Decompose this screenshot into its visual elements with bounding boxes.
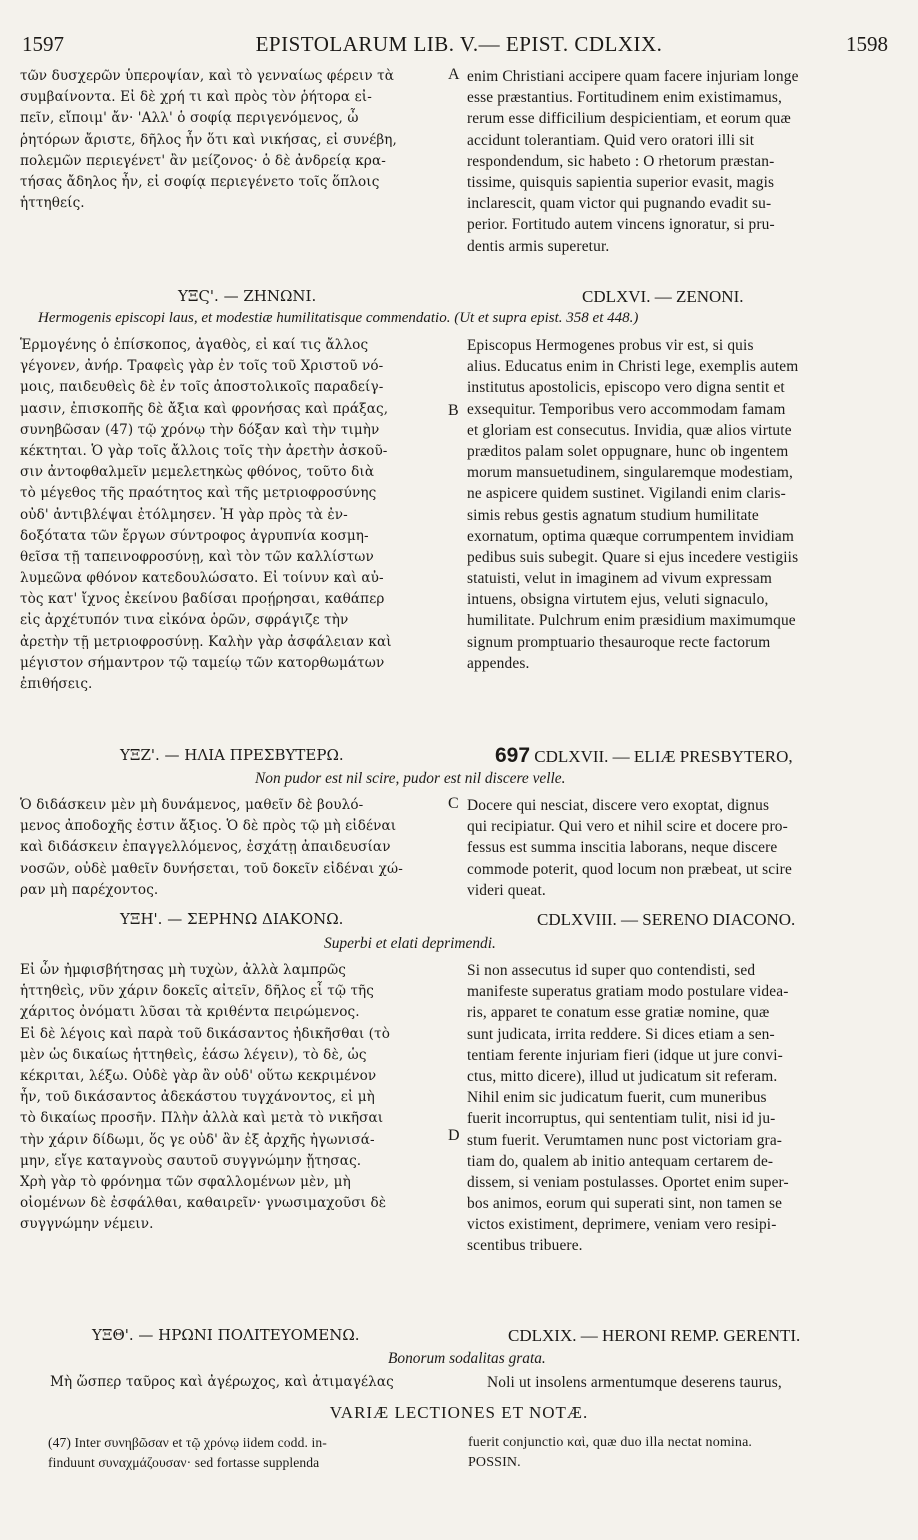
greek-line: ῥητόρων ἄριστε, δῆλος ἦν ὅτι καὶ νικήσας, εἰ συνέβη, [20, 131, 397, 148]
greek-line: τὸ δικαίως προσῆν. Πλὴν ἀλλὰ καὶ μετὰ τὸ νικῆσαι [20, 1110, 384, 1127]
latin-column-367 [467, 795, 897, 901]
latin-line: scentibus tribuere. [467, 1237, 583, 1255]
latin-line: bos animos, eorum qui superati sint, non tamen se [467, 1195, 783, 1213]
greek-line: ἡττηθείς. [20, 195, 85, 212]
running-head [0, 32, 918, 58]
greek-line: τὸς κατ' ἴχνος ἐκείνου βαδίσαι προῄρησαι, καθάπερ [20, 591, 385, 608]
greek-line: τὸ μέγεθος τῆς πραότητος καὶ τῆς μετριοφροσύνης [20, 485, 377, 502]
latin-line: intuens, obsigna virtutem ejus, veluti signaculo, [467, 591, 769, 609]
latin-line: videri queat. [467, 881, 546, 899]
latin-line: sunt judicata, irrita reddere. Si dices etiam a sen- [467, 1025, 775, 1043]
greek-column-367 [20, 795, 450, 901]
latin-line: stum fuerit. Verumtamen nunc post victoriam gra- [467, 1131, 783, 1149]
latin-line: alius. Educatus enim in Christi lege, exemplis autem [467, 358, 799, 376]
latin-column-365 [467, 66, 897, 257]
page-number-left: 1597 [22, 32, 64, 56]
greek-line: μενος ἀποδοχῆς ἐστιν ἄξιος. Ὁ δὲ πρὸς τῷ μὴ εἰδέναι [20, 818, 397, 835]
greek-line: ραν μὴ παρέχοντος. [20, 881, 159, 898]
latin-heading-367-text: CDLXVII. — ELIÆ PRESBYTERO, [534, 747, 793, 766]
latin-column-368 [467, 960, 897, 1257]
greek-line: δοξότατα τῶν ἔργων σύντροφος ἀγρυπνία κοσμη- [20, 527, 369, 544]
greek-line: λυμεῶνα φθόνον κατεδουλώσατο. Εἰ τοίνυν καὶ αὐ- [20, 570, 384, 587]
latin-line: exsequitur. Temporibus vero accommodam famam [467, 400, 786, 418]
greek-line: ἀρετὴν τῇ μετριοφροσύνῃ. Καλὴν γὰρ ἀσφάλειαν καὶ [20, 633, 392, 650]
greek-column-365 [20, 66, 450, 214]
latin-heading-367 [495, 744, 793, 768]
latin-line: ctus, mitto dicere), illud ut judicatum sit referam. [467, 1067, 778, 1085]
latin-heading-368: CDLXVIII. — SERENO DIACONO. [537, 910, 796, 929]
greek-line: εἰς ἀρχέτυπόν τινα εἰκόνα ὁρῶν, σφράγιζε τὴν [20, 612, 349, 629]
latin-line: Nihil enim sic judicatum fuerit, cum muneribus [467, 1089, 767, 1107]
greek-line: καὶ διδάσκειν ἐπαγγελλόμενος, ἐσχάτῃ ἀπαιδευσίαν [20, 839, 391, 856]
greek-line: σιν ἀντοφθαλμεῖν μεμελετηκὼς φθόνος, τοῦτο διὰ [20, 464, 375, 481]
greek-line: μὲν ὡς δικαίως ἡττηθεὶς, ἐάσω λέγειν), τὸ δὲ, ὡς [20, 1046, 367, 1063]
column-number: 697 [495, 744, 531, 767]
greek-line: τήσας ἄδηλος ἦν, εἰ σοφίᾳ περιεγένετο τοῖς ὅπλοις [20, 173, 380, 190]
greek-column-368 [20, 960, 450, 1235]
greek-line: Εἰ δὲ λέγοις καὶ παρὰ τοῦ δικάσαντος ἠδικῆσθαι (τὸ [20, 1025, 390, 1042]
greek-line: ἡττηθεὶς, νῦν χάριν δοκεῖς αἰτεῖν, δῆλος εἶ τῷ τῆς [20, 983, 375, 1000]
latin-line: dissem, si veniam postulasses. Oportet enim super- [467, 1173, 789, 1191]
greek-line: κέκριται, λέξω. Οὐδὲ γὰρ ἂν οὐδ' οὕτω κεκριμένον [20, 1067, 377, 1084]
greek-line: νοσῶν, οὐδὲ μαθεῖν δυνήσεται, τοῦ δοκεῖν εἰδέναι χώ- [20, 860, 403, 877]
notes-right [468, 1433, 898, 1473]
greek-line: ἐπιθήσεις. [20, 676, 93, 692]
latin-column-366 [467, 335, 897, 674]
margin-letter-c: C [448, 795, 459, 812]
latin-line: fessus est summa inscitia laborans, neque discere [467, 839, 778, 857]
greek-line: μην, εἴγε καταγνοὺς σαυτοῦ συγγνώμην ᾔτησας. [20, 1152, 362, 1169]
latin-line: pedibus suis subegit. Quare si ejus incedere vestigiis [467, 548, 799, 566]
margin-letter-b: B [448, 402, 459, 419]
latin-line: signum promptuario thesauroque recte factorum [467, 633, 771, 651]
latin-line: esse præstantius. Fortitudinem enim existimamus, [467, 89, 782, 107]
greek-line: Εἰ ὧν ἠμφισβήτησας μὴ τυχὼν, ἀλλὰ λαμπρῶς [20, 962, 346, 978]
greek-line: τῶν δυσχερῶν ὑπεροψίαν, καὶ τὸ γενναίως φέρειν τὰ [20, 68, 395, 84]
latin-line: Episcopus Hermogenes probus vir est, si quis [467, 337, 754, 354]
latin-line: tentiam ferente injuriam fieri (idque ut jure convi- [467, 1046, 783, 1064]
greek-line: μοις, παιδευθεὶς δὲ ἐν τοῖς ἀποστολικοῖς παραδείγ- [20, 379, 384, 396]
latin-line: rerum esse difficilium despicientiam, et eorum quæ [467, 110, 791, 128]
latin-line: enim Christiani accipere quam facere injuriam longe [467, 68, 799, 85]
greek-line: οἰομένων δὲ ἐσφάλθαι, καθαιρεῖν· γνωσιμαχοῦσι δὲ [20, 1195, 387, 1212]
greek-line: πολεμῶν περιεγένετ' ἂν μείζονος· ὁ δὲ ἀνδρείᾳ κρα- [20, 152, 386, 169]
latin-line: statuisti, velut in imaginem ad vivum expressam [467, 570, 772, 588]
greek-line: χάριτος ὀνόματι λῦσαι τὰ κριθέντα πειρώμενος. [20, 1004, 360, 1021]
greek-heading-367: ΥΞΖ'. — ΗΛΙΑ ΠΡΕΣΒΥΤΕΡΩ. [120, 746, 344, 764]
notes-left [48, 1433, 458, 1473]
latin-line: appendes. [467, 654, 530, 672]
running-title: EPISTOLARUM LIB. V.— EPIST. CDLXIX. [255, 32, 663, 56]
subtitle-367: Non pudor est nil scire, pudor est nil discere velle. [255, 770, 566, 787]
note-line: (47) Inter συνηβῶσαν et τῷ χρόνῳ iidem codd. in- [48, 1435, 327, 1450]
note-line: finduunt συναχμάζουσαν· sed fortasse supplenda [48, 1455, 320, 1470]
latin-heading-369: CDLXIX. — HERONI REMP. GERENTI. [508, 1326, 801, 1345]
latin-line: manifeste superatus gratiam modo postulare videa- [467, 983, 789, 1001]
latin-line: inclarescit, quam victor qui pugnando evadit su- [467, 195, 772, 213]
greek-line: τὴν χάριν δίδωμι, ὅς γε οὐδ' ἂν ἐξ ἀρχῆς ἠγωνισά- [20, 1131, 375, 1148]
latin-line: Si non assecutus id super quo contendisti, sed [467, 962, 756, 979]
greek-line: θεῖσα τῇ ταπεινοφροσύνῃ, καὶ τὸν τῶν καλλίστων [20, 548, 374, 565]
latin-line: et gloriam est consecutus. Invidia, quæ alios virtute [467, 421, 792, 439]
greek-line-369: Μὴ ὥσπερ ταῦρος καὶ ἀγέρωχος, καὶ ἀτιμαγέλας [50, 1374, 394, 1390]
greek-line: συγγνώμην νέμειν. [20, 1216, 154, 1233]
latin-line: fuerit incorruptus, qui sententiam tulit, nisi id ju- [467, 1110, 776, 1128]
latin-line-369: Noli ut insolens armentumque deserens taurus, [487, 1374, 782, 1391]
latin-line: præditos palam solet oppugnare, hunc ob ingentem [467, 442, 789, 460]
latin-line: exornatum, optima quæque corrumpentem invidiam [467, 527, 795, 545]
latin-line: institutus apostolicis, episcopo vero digna sentit et [467, 379, 785, 397]
latin-line: Docere qui nesciat, discere vero exoptat, dignus [467, 797, 770, 814]
greek-line: μέγιστον σήμαντρον τῷ ταμείῳ τῶν κατορθωμάτων [20, 654, 385, 671]
greek-line: συμβαίνοντα. Εἰ δὲ χρή τι καὶ πρὸς τὸν ῥήτορα εἰ- [20, 89, 372, 106]
latin-line: humilitate. Pulchrum enim præsidium maximumque [467, 612, 796, 630]
note-line: fuerit conjunctio καὶ, quæ duo illa nectat nomina. [468, 1435, 753, 1450]
latin-line: morum mansuetudinem, singularemque modestiam, [467, 464, 794, 482]
latin-line: qui recipiatur. Qui vero et nihil scire et docere pro- [467, 818, 788, 836]
greek-heading-366: ΥΞϚ'. — ΖΗΝΩΝΙ. [178, 287, 317, 305]
latin-line: ris, apparet te conatum esse gratiæ nomine, quæ [467, 1004, 770, 1022]
latin-heading-366: CDLXVI. — ZENONI. [582, 287, 744, 306]
latin-line: dentis armis superetur. [467, 237, 610, 255]
greek-line: οὐδ' ἀντιβλέψαι ἐτόλμησεν. Ἡ γὰρ πρὸς τὰ ἐν- [20, 506, 348, 523]
greek-line: μασιν, ἐπισκοπῆς δὲ ἄξια καὶ φρονήσας καὶ πράξας, [20, 400, 389, 417]
greek-line: συνηβῶσαν (47) τῷ χρόνῳ τὴν δόξαν καὶ τὴν τιμὴν [20, 421, 380, 438]
greek-column-366 [20, 335, 450, 695]
subtitle-368: Superbi et elati deprimendi. [324, 935, 496, 952]
greek-line: γέγονεν, ἀνήρ. Τραφεὶς γὰρ ἐν τοῖς τοῦ Χριστοῦ νό- [20, 358, 384, 375]
greek-line: Χρὴ γὰρ τὸ φρόνημα τῶν σφαλλομένων μὲν, μὴ [20, 1173, 351, 1190]
page-number-right: 1598 [846, 32, 888, 56]
margin-letter-a: A [448, 66, 460, 83]
latin-line: tiam do, qualem ab initio antequam certarem de- [467, 1152, 774, 1170]
latin-line: ne aspicere quidem sustinet. Vigilandi enim claris- [467, 485, 786, 503]
greek-heading-368: ΥΞΗ'. — ΣΕΡΗΝΩ ΔΙΑΚΟΝΩ. [120, 910, 344, 928]
notes-title: VARIÆ LECTIONES ET NOTÆ. [329, 1403, 589, 1422]
greek-line: κέκτηται. Ὁ γὰρ τοῖς ἄλλοις τοῖς τὴν ἀρετὴν ἀσκοῦ- [20, 442, 388, 459]
subtitle-369: Bonorum sodalitas grata. [388, 1350, 546, 1367]
greek-line: Ἑρμογένης ὁ ἐπίσκοπος, ἀγαθὸς, εἰ καί τις ἄλλος [20, 337, 369, 353]
latin-line: commode poterit, quod locum non præbeat, ut scire [467, 860, 792, 878]
latin-line: accidunt tolerantiam. Quid vero oratori illi sit [467, 131, 755, 149]
note-line: POSSIN. [468, 1455, 521, 1470]
greek-line: ἦν, τοῦ δικάσαντος ἀδεκάστου τυγχάνοντος, εἰ μὴ [20, 1089, 375, 1106]
margin-letter-d: D [448, 1127, 460, 1144]
latin-line: perior. Fortitudo autem vincens ignoratur, si pru- [467, 216, 775, 234]
subtitle-366: Hermogenis episcopi laus, et modestiæ humilitatisque commendatio. (Ut et supra epist. 358 et 448.) [38, 310, 639, 326]
greek-heading-369: ΥΞΘ'. — ΗΡΩΝΙ ΠΟΛΙΤΕΥΟΜΕΝΩ. [92, 1326, 360, 1344]
latin-line: respondendum, sic habeto : O rhetorum præstan- [467, 152, 775, 170]
latin-line: simis rebus gestis agnatum studium humilitate [467, 506, 759, 524]
latin-line: tissime, quisquis sapientia superior evasit, magis [467, 173, 775, 191]
latin-line: victos existiment, deprimere, veniam vero resipi- [467, 1216, 777, 1234]
greek-line: πεῖν, εἴποιμ' ἄν· 'Αλλ' ὁ σοφίᾳ περιγενόμενος, ὦ [20, 110, 359, 127]
greek-line: Ὁ διδάσκειν μὲν μὴ δυνάμενος, μαθεῖν δὲ βουλό- [20, 797, 364, 813]
